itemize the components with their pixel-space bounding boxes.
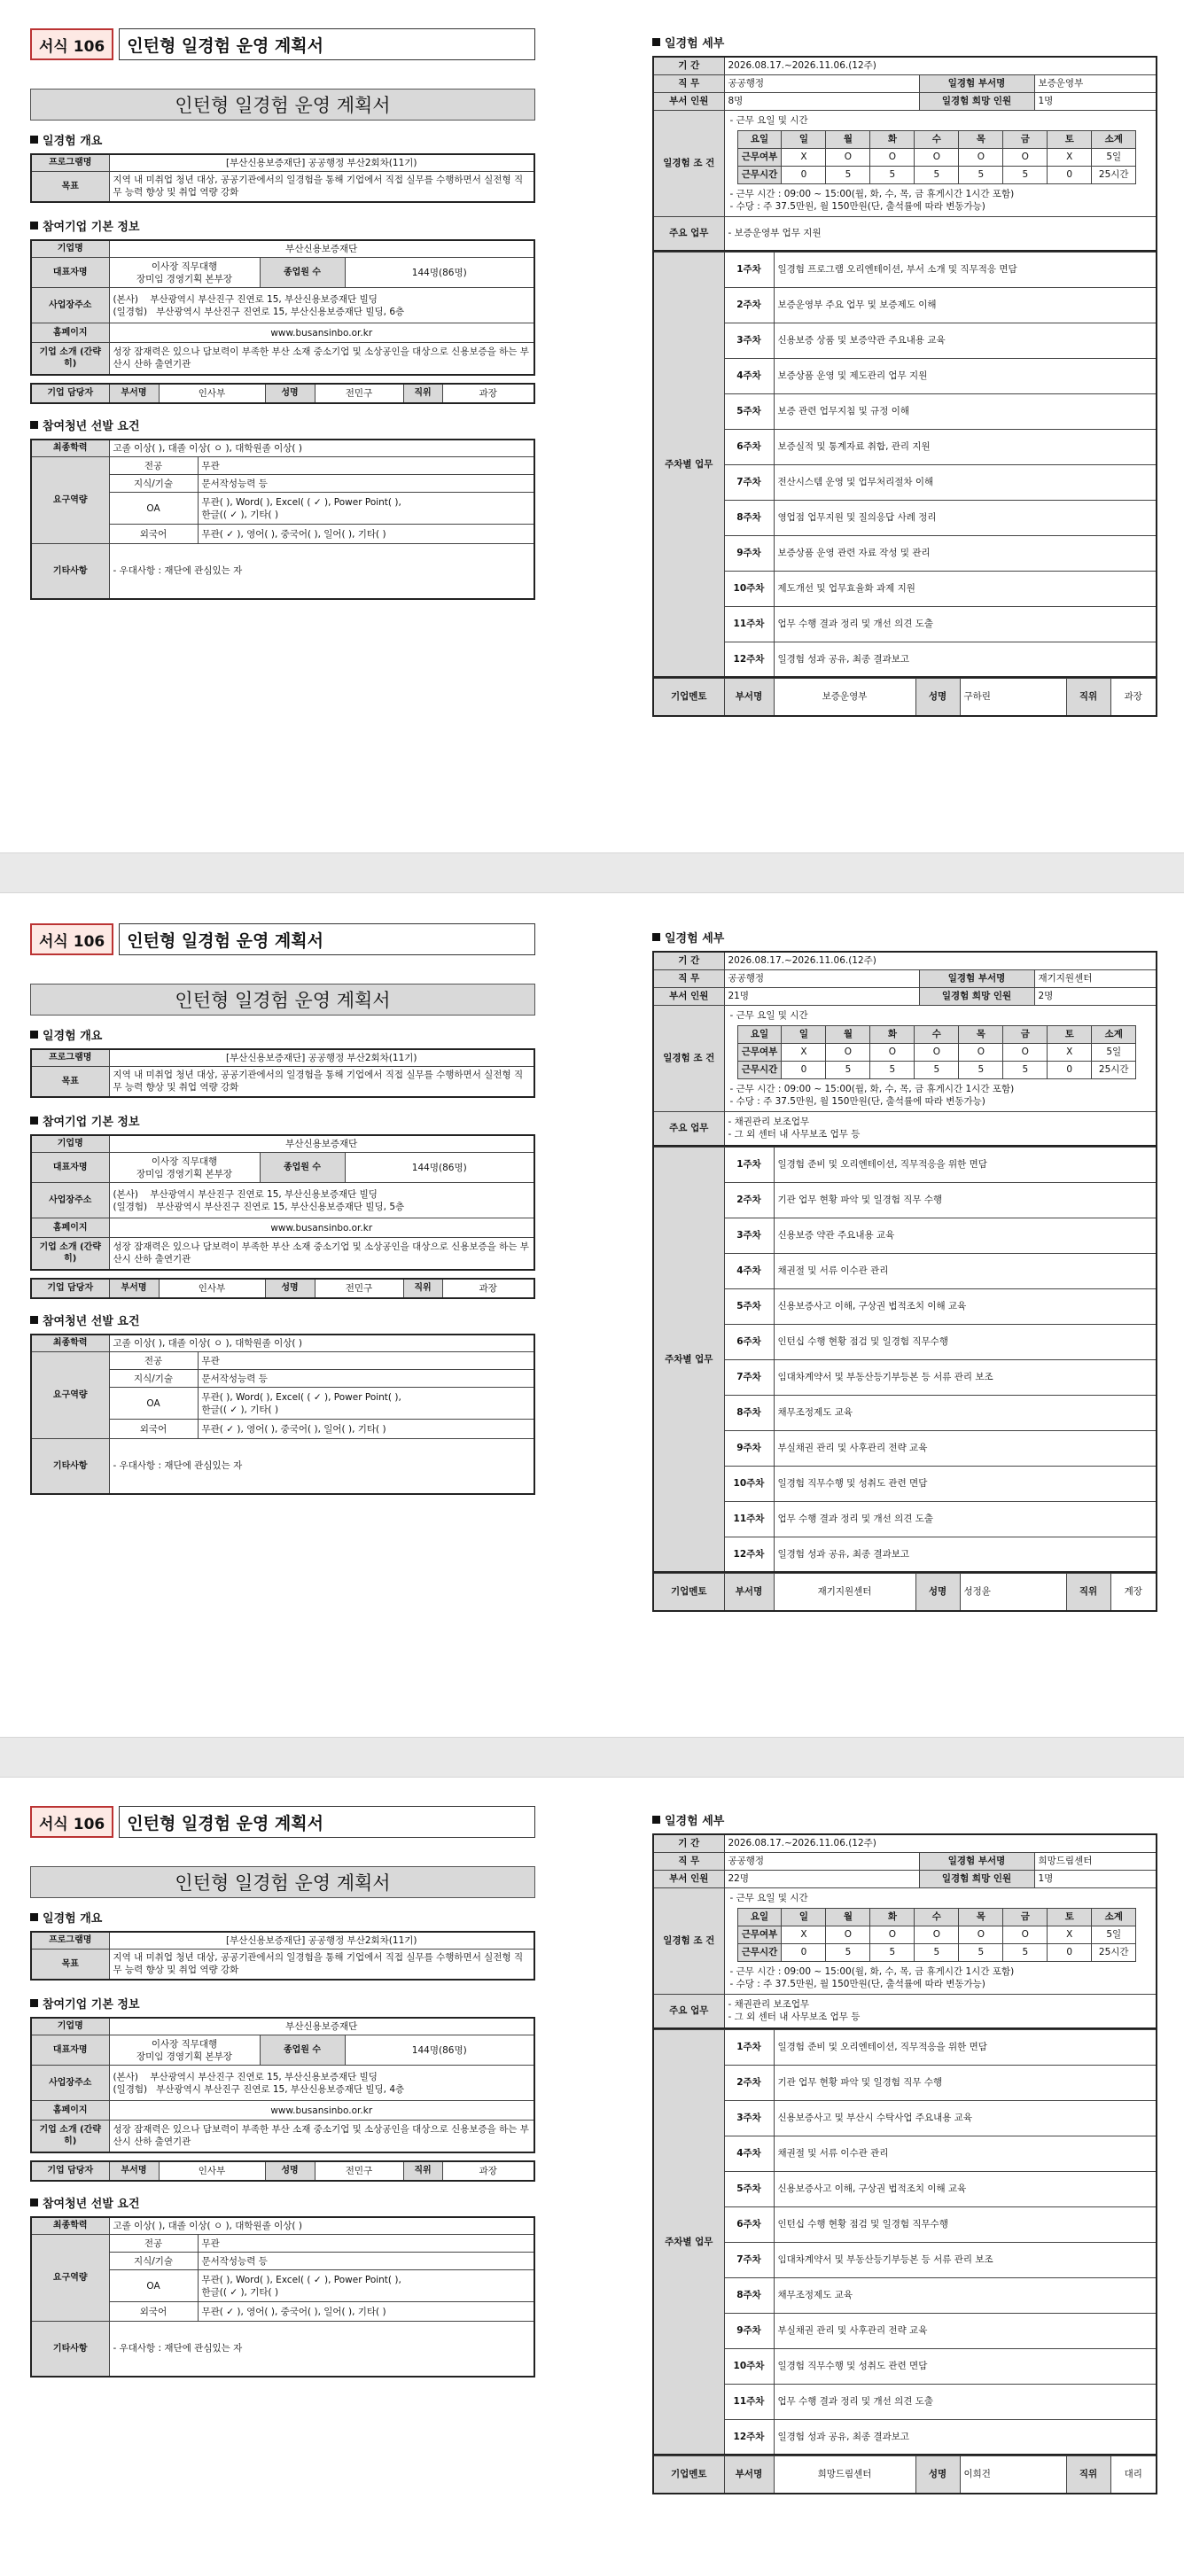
company-table: 기업명 부산신용보증재단 대표자명 이사장 직무대행 장미임 경영기획 본부장 종업원 수 144명(86명) 사업장주소 (본사) 부산광역시 부산진구 진연로 15, 부산신용보증재단 빌딩 (일경험) 부산광역시 부산진구 진연로 15, 부산신용보증재단 빌딩, 6층 홈페이지 www.busansinbo.or.kr 기업 소개 (간략히) 성장 잠재력은 있으나 담보력이 부족한 부산 소재 중소기업 및 소상공인을 대상으로 신용보증을 하는 부산시 산하 출연기관 — [30, 239, 535, 376]
company-table: 기업명 부산신용보증재단 대표자명 이사장 직무대행 장미임 경영기획 본부장 종업원 수 144명(86명) 사업장주소 (본사) 부산광역시 부산진구 진연로 15, 부산신용보증재단 빌딩 (일경험) 부산광역시 부산진구 진연로 15, 부산신용보증재단 빌딩, 4층 홈페이지 www.busansinbo.or.kr 기업 소개 (간략히) 성장 잠재력은 있으나 담보력이 부족한 부산 소재 중소기업 및 소상공인을 대상으로 신용보증을 하는 부산시 산하 출연기관 — [30, 2017, 535, 2153]
detail-table: 기 간 2026.08.17.~2026.11.06.(12주) 직 무 공공행정 일경험 부서명 보증운영부 부서 인원 8명 일경험 희망 인원 1명 일경험 조 건 - 근무 요일 및 시간 요일 일 월 화 수 목 금 토 소계 근무여부 X O O O O O X 5일 근무시간 0 5 5 5 5 5 0 25시간 - 근무 시간 : 09:00 ~ 15:00(월, 화, 수, 목, 금 휴게시간 1시간 포함) - 수당 : 주 37.5만원, 월 150만원(단, 출석률에 따라 변동가능) 주요 업무 - 보증운영부 업무 지원 — [652, 56, 1157, 252]
section-company-heading: 참여기업 기본 정보 — [30, 1112, 535, 1129]
form-number-badge: 서식 106 — [30, 1806, 113, 1838]
weekly-tasks-table: 주차별 업무 1주차 일경험 준비 및 오리엔테이션, 직무적응을 위한 면담 2주차 기관 업무 현황 파악 및 일경험 직무 수행 3주차 신용보증사고 및 부산시 수탁사업 주요내용 교육 4주차 채권절 및 서류 이수관 관리 5주차 신용보증사고 이해, 구상권 법적조치 이해 교육 6주차 인턴십 수행 현황 점검 및 일경험 직무수행 7주차 임대차계약서 및 부동산등기부등본 등 서류 관리 보조 8주차 채무조정제도 교육 9주차 부실채권 관리 및 사후관리 전략 교육 10주차 일경험 직무수행 및 성취도 관련 면담 11주차 업무 수행 결과 정리 및 개선 의견 도출 12주차 일경험 성과 공유, 최종 결과보고 — [652, 2029, 1157, 2456]
form-title: 인턴형 일경험 운영 계획서 — [119, 1806, 535, 1838]
form-number-badge: 서식 106 — [30, 923, 113, 955]
plan-left-column — [30, 27, 535, 600]
company-manager-table: 기업 담당자 부서명 인사부 성명 전민구 직위 과장 — [30, 383, 535, 404]
form-number-badge: 서식 106 — [30, 28, 113, 60]
weekly-tasks-table: 주차별 업무 1주차 일경험 프로그램 오리엔테이션, 부서 소개 및 직무적응 면담 2주차 보증운영부 주요 업무 및 보증제도 이해 3주차 신용보증 상품 및 보증약관 주요내용 교육 4주차 보증상품 운영 및 제도관리 업무 지원 5주차 보증 관련 업무지침 및 규정 이해 6주차 보증실적 및 통계자료 취합, 관리 지원 7주차 전산시스템 운영 및 업무처리절차 이해 8주차 영업점 업무지원 및 질의응답 사례 정리 9주차 보증상품 운영 관련 자료 작성 및 관리 10주차 제도개선 및 업무효율화 과제 지원 11주차 업무 수행 결과 정리 및 개선 의견 도출 12주차 일경험 성과 공유, 최종 결과보고 — [652, 252, 1157, 679]
page-separator — [0, 852, 1184, 893]
section-requirements-heading: 참여청년 선발 요건 — [30, 416, 535, 433]
requirements-table: 최종학력 고졸 이상( ), 대졸 이상( ㅇ ), 대학원졸 이상( ) 요구역량 전공 무관 지식/기술 문서작성능력 등 OA 무관( ), Word( ), Excel( ( ✓ ), Power Point( ), 한글(( ✓ ), 기타( ) 외국어 무관( ✓ ), 영어( ), 중국어( ), 일어( ), 기타( ) 기타사항 - 우대사항 : 재단에 관심있는 자 — [30, 2216, 535, 2378]
overview-table: 프로그램명 [부산신용보증재단] 공공행정 부산2회차(11기) 목표 지역 내 미취업 청년 대상, 공공기관에서의 일경험을 통해 기업에서 직접 실무를 수행하면서 실전형 직무 능력 향상 및 취업 역량 강화 — [30, 153, 535, 203]
company-manager-table: 기업 담당자 부서명 인사부 성명 전민구 직위 과장 — [30, 2160, 535, 2182]
overview-table: 프로그램명 [부산신용보증재단] 공공행정 부산2회차(11기) 목표 지역 내 미취업 청년 대상, 공공기관에서의 일경험을 통해 기업에서 직접 실무를 수행하면서 실전형 직무 능력 향상 및 취업 역량 강화 — [30, 1931, 535, 1981]
plan-left-column — [30, 922, 535, 1495]
form-title: 인턴형 일경험 운영 계획서 — [119, 923, 535, 955]
company-table: 기업명 부산신용보증재단 대표자명 이사장 직무대행 장미임 경영기획 본부장 종업원 수 144명(86명) 사업장주소 (본사) 부산광역시 부산진구 진연로 15, 부산신용보증재단 빌딩 (일경험) 부산광역시 부산진구 진연로 15, 부산신용보증재단 빌딩, 5층 홈페이지 www.busansinbo.or.kr 기업 소개 (간략히) 성장 잠재력은 있으나 담보력이 부족한 부산 소재 중소기업 및 소상공인을 대상으로 신용보증을 하는 부산시 산하 출연기관 — [30, 1134, 535, 1271]
section-overview-heading: 일경험 개요 — [30, 131, 535, 148]
plan-right-column — [652, 1811, 1157, 2494]
section-overview-heading: 일경험 개요 — [30, 1026, 535, 1043]
work-schedule-table: 요일 일 월 화 수 목 금 토 소계 근무여부 X O O O O O X 5일 근무시간 0 5 5 5 5 5 0 25시간 — [737, 130, 1137, 184]
overview-table: 프로그램명 [부산신용보증재단] 공공행정 부산2회차(11기) 목표 지역 내 미취업 청년 대상, 공공기관에서의 일경험을 통해 기업에서 직접 실무를 수행하면서 실전형 직무 능력 향상 및 취업 역량 강화 — [30, 1048, 535, 1098]
section-requirements-heading: 참여청년 선발 요건 — [30, 1311, 535, 1328]
document-page-3 — [0, 1778, 1184, 2576]
document-title: 인턴형 일경험 운영 계획서 — [30, 1866, 535, 1898]
detail-table: 기 간 2026.08.17.~2026.11.06.(12주) 직 무 공공행정 일경험 부서명 재기지원센터 부서 인원 21명 일경험 희망 인원 2명 일경험 조 건 - 근무 요일 및 시간 요일 일 월 화 수 목 금 토 소계 근무여부 X O O O O O X 5일 근무시간 0 5 5 5 5 5 0 25시간 - 근무 시간 : 09:00 ~ 15:00(월, 화, 수, 목, 금 휴게시간 1시간 포함) - 수당 : 주 37.5만원, 월 150만원(단, 출석률에 따라 변동가능) 주요 업무 - 채권관리 보조업무 - 그 외 센터 내 사무보조 업무 등 — [652, 951, 1157, 1147]
work-schedule-table: 요일 일 월 화 수 목 금 토 소계 근무여부 X O O O O O X 5일 근무시간 0 5 5 5 5 5 0 25시간 — [737, 1908, 1137, 1962]
plan-right-column — [652, 34, 1157, 717]
document-page-2 — [0, 895, 1184, 1746]
requirements-table: 최종학력 고졸 이상( ), 대졸 이상( ㅇ ), 대학원졸 이상( ) 요구역량 전공 무관 지식/기술 문서작성능력 등 OA 무관( ), Word( ), Excel( ( ✓ ), Power Point( ), 한글(( ✓ ), 기타( ) 외국어 무관( ✓ ), 영어( ), 중국어( ), 일어( ), 기타( ) 기타사항 - 우대사항 : 재단에 관심있는 자 — [30, 1334, 535, 1495]
plan-right-column — [652, 929, 1157, 1612]
mentor-table: 기업멘토 부서명 희망드림센터 성명 이희건 직위 대리 — [652, 2455, 1157, 2494]
company-manager-table: 기업 담당자 부서명 인사부 성명 전민구 직위 과장 — [30, 1278, 535, 1299]
section-detail-heading: 일경험 세부 — [652, 1811, 1157, 1828]
form-title: 인턴형 일경험 운영 계획서 — [119, 28, 535, 60]
section-company-heading: 참여기업 기본 정보 — [30, 1995, 535, 2012]
mentor-table: 기업멘토 부서명 재기지원센터 성명 성정윤 직위 계장 — [652, 1573, 1157, 1612]
weekly-tasks-table: 주차별 업무 1주차 일경험 준비 및 오리엔테이션, 직무적응을 위한 면담 2주차 기관 업무 현황 파악 및 일경험 직무 수행 3주차 신용보증 약관 주요내용 교육 4주차 채권절 및 서류 이수관 관리 5주차 신용보증사고 이해, 구상권 법적조치 이해 교육 6주차 인턴십 수행 현황 점검 및 일경험 직무수행 7주차 임대차계약서 및 부동산등기부등본 등 서류 관리 보조 8주차 채무조정제도 교육 9주차 부실채권 관리 및 사후관리 전략 교육 10주차 일경험 직무수행 및 성취도 관련 면담 11주차 업무 수행 결과 정리 및 개선 의견 도출 12주차 일경험 성과 공유, 최종 결과보고 — [652, 1147, 1157, 1574]
plan-left-column — [30, 1804, 535, 2378]
document-page-1 — [0, 0, 1184, 851]
page-separator — [0, 1737, 1184, 1778]
section-requirements-heading: 참여청년 선발 요건 — [30, 2194, 535, 2211]
mentor-table: 기업멘토 부서명 보증운영부 성명 구하린 직위 과장 — [652, 678, 1157, 717]
section-detail-heading: 일경험 세부 — [652, 929, 1157, 946]
section-company-heading: 참여기업 기본 정보 — [30, 217, 535, 234]
detail-table: 기 간 2026.08.17.~2026.11.06.(12주) 직 무 공공행정 일경험 부서명 희망드림센터 부서 인원 22명 일경험 희망 인원 1명 일경험 조 건 - 근무 요일 및 시간 요일 일 월 화 수 목 금 토 소계 근무여부 X O O O O O X 5일 근무시간 0 5 5 5 5 5 0 25시간 - 근무 시간 : 09:00 ~ 15:00(월, 화, 수, 목, 금 휴게시간 1시간 포함) - 수당 : 주 37.5만원, 월 150만원(단, 출석률에 따라 변동가능) 주요 업무 - 채권관리 보조업무 - 그 외 센터 내 사무보조 업무 등 — [652, 1833, 1157, 2029]
section-overview-heading: 일경험 개요 — [30, 1909, 535, 1926]
section-detail-heading: 일경험 세부 — [652, 34, 1157, 51]
requirements-table: 최종학력 고졸 이상( ), 대졸 이상( ㅇ ), 대학원졸 이상( ) 요구역량 전공 무관 지식/기술 문서작성능력 등 OA 무관( ), Word( ), Excel( ( ✓ ), Power Point( ), 한글(( ✓ ), 기타( ) 외국어 무관( ✓ ), 영어( ), 중국어( ), 일어( ), 기타( ) 기타사항 - 우대사항 : 재단에 관심있는 자 — [30, 439, 535, 600]
document-title: 인턴형 일경험 운영 계획서 — [30, 89, 535, 121]
work-schedule-table: 요일 일 월 화 수 목 금 토 소계 근무여부 X O O O O O X 5일 근무시간 0 5 5 5 5 5 0 25시간 — [737, 1025, 1137, 1079]
document-title: 인턴형 일경험 운영 계획서 — [30, 984, 535, 1016]
